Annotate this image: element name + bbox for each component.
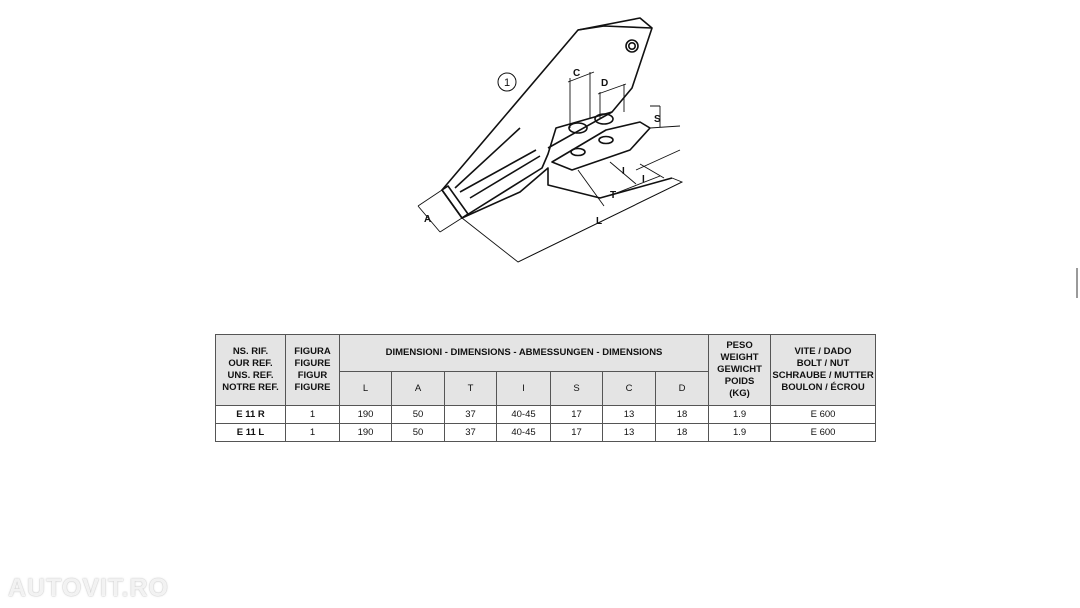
row-bolt: E 600 [771,424,876,442]
row-dim-a: 50 [392,424,445,442]
column-header-d: D [656,372,709,406]
dim-label-d: D [601,78,609,89]
row-dim-d: 18 [656,406,709,424]
table-row [216,424,876,442]
dimension-lines [418,72,682,262]
column-header-i: I [497,372,551,406]
header-ref: NS. RIF. OUR REF. UNS. REF. NOTRE REF. [216,335,286,406]
column-header-a: A [392,372,445,406]
row-dim-l: 190 [340,424,392,442]
row-ref: E 11 R [216,406,286,424]
row-bolt: E 600 [771,406,876,424]
row-weight: 1.9 [709,406,771,424]
row-dim-a: 50 [392,406,445,424]
dim-label-c: C [573,68,581,79]
row-dim-c: 13 [603,424,656,442]
column-header-c: C [603,372,656,406]
row-dim-d: 18 [656,424,709,442]
tooth-outline [442,18,672,218]
row-weight: 1.9 [709,424,771,442]
row-dim-i: 40-45 [497,424,551,442]
row-dim-t: 37 [445,424,497,442]
figure-callout-number: 1 [503,77,511,89]
row-dim-s: 17 [551,406,603,424]
table-row [216,406,876,424]
row-figure: 1 [286,406,340,424]
row-dim-t: 37 [445,406,497,424]
spec-table [215,334,876,442]
dim-label-i-inner: I [622,166,625,177]
column-header-t: T [445,372,497,406]
page-edge-mark [1076,268,1078,298]
header-weight: PESO WEIGHT GEWICHT POIDS (KG) [709,335,771,406]
dim-label-s: S [654,114,661,125]
header-figure: FIGURA FIGURE FIGUR FIGURE [286,335,340,406]
row-ref: E 11 L [216,424,286,442]
dim-label-l: L [596,216,603,227]
dim-label-i-outer: I [642,174,645,185]
tooth-technical-drawing [0,0,1080,300]
header-dimensions: DIMENSIONI - DIMENSIONS - ABMESSUNGEN - DIMENSIONS [340,335,709,372]
row-dim-c: 13 [603,406,656,424]
column-header-l: L [340,372,392,406]
row-figure: 1 [286,424,340,442]
row-dim-i: 40-45 [497,406,551,424]
row-dim-s: 17 [551,424,603,442]
row-dim-l: 190 [340,406,392,424]
header-bolt: VITE / DADO BOLT / NUT SCHRAUBE / MUTTER BOULON / ÉCROU [771,335,876,406]
dim-label-t: T [610,190,617,201]
column-header-s: S [551,372,603,406]
table-header-row [216,335,876,372]
dim-label-a: A [424,214,432,225]
watermark-logo: AUTOVIT.RO [8,574,169,602]
